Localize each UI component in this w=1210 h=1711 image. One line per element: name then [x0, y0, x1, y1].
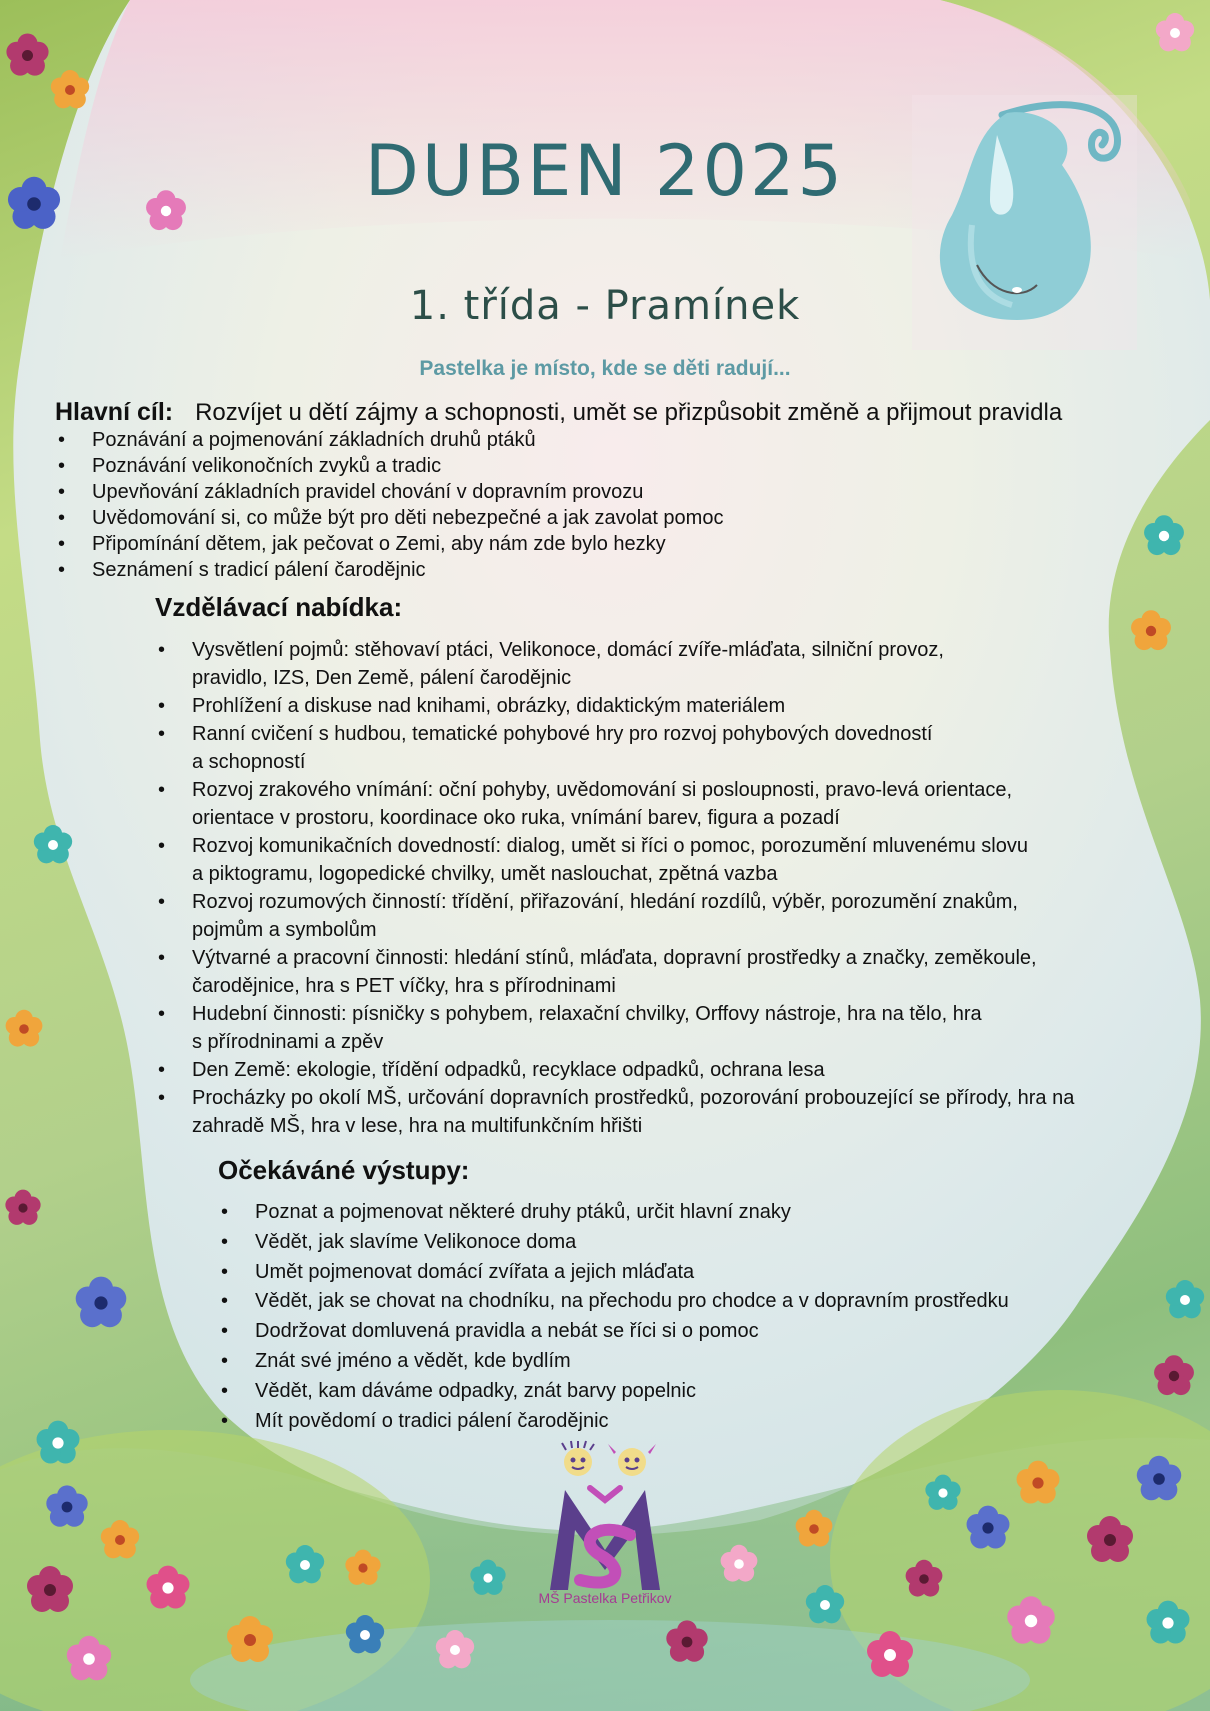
list-item-line: Ranní cvičení s hudbou, tematické pohybové hry pro rozvoj pohybových dovedností: [192, 723, 933, 745]
list-item: [192, 1000, 1182, 1056]
flower-icon: [45, 65, 95, 115]
class-name: 1. třída - Pramínek: [409, 283, 801, 329]
flower-icon: [430, 1625, 480, 1675]
flower-icon: [68, 1270, 134, 1336]
flower-icon: [60, 1630, 118, 1688]
flower-icon: [1010, 1455, 1066, 1511]
list-item: • Mít povědomí o tradici pálení čarodějnic: [255, 1407, 1155, 1437]
flower-icon: [1160, 1275, 1210, 1325]
list-item-line: zahradě MŠ, hra v lese, hra na multifunkčním hřišti: [192, 1115, 643, 1137]
motto: Pastelka je místo, kde se děti radují...: [419, 357, 791, 380]
list-item-line: Rozvoj komunikačních dovedností: dialog, umět si říci o pomoc, porozumění mluvenému slovu: [192, 835, 1028, 857]
flower-icon: [28, 820, 78, 870]
list-item: • Dodržovat domluvená pravidla a nebát se říci si o pomoc: [255, 1317, 1155, 1347]
flower-icon: [30, 1415, 86, 1471]
flower-icon: [1138, 510, 1190, 562]
list-item: [192, 636, 1182, 692]
main-goal-text: Rozvíjet u dětí zájmy a schopnosti, umět se přizpůsobit změně a přijmout pravidla: [195, 399, 1063, 426]
list-item: [192, 832, 1182, 888]
list-item: [192, 720, 1182, 776]
list-item-line: Procházky po okolí MŠ, určování dopravních prostředků, pozorování probouzející se přírody, hra na: [192, 1087, 1075, 1109]
flower-icon: [340, 1545, 386, 1591]
flower-icon: [1130, 1450, 1188, 1508]
list-item: • Vědět, jak se chovat na chodníku, na přechodu pro chodce a v dopravním prostředku: [255, 1287, 1155, 1317]
flower-icon: [140, 1560, 196, 1616]
page-title: DUBEN 2025: [364, 130, 846, 212]
flower-icon: [920, 1470, 966, 1516]
flower-icon: [280, 1540, 330, 1590]
section-heading-education: Vzdělávací nabídka:: [155, 592, 403, 622]
flower-icon: [220, 1610, 280, 1670]
flower-icon: [40, 1480, 94, 1534]
list-item: • Poznávání a pojmenování základních druhů ptáků: [92, 427, 723, 453]
flower-icon: [1080, 1510, 1140, 1570]
list-item: • Poznat a pojmenovat některé druhy ptáků, určit hlavní znaky: [255, 1198, 1155, 1228]
school-name: MŠ Pastelka Petřikov: [538, 1590, 672, 1606]
flower-icon: [715, 1540, 763, 1588]
list-item: • Připomínání dětem, jak pečovat o Zemi, aby nám zde bylo hezky: [92, 531, 723, 557]
list-item: • Upevňování základních pravidel chování v dopravním provozu: [92, 479, 723, 505]
education-list: [192, 636, 1182, 1140]
list-item-line: a piktogramu, logopedické chvilky, umět naslouchat, zpětná vazba: [192, 863, 778, 885]
list-item: [192, 888, 1182, 944]
list-item: [192, 1084, 1182, 1140]
list-item-line: Rozvoj zrakového vnímání: oční pohyby, uvědomování si posloupnosti, pravo-levá orientace,: [192, 779, 1013, 801]
flower-icon: [860, 1625, 920, 1685]
list-item-line: Rozvoj rozumových činností: třídění, přiřazování, hledání rozdílů, výběr, porozumění znakům,: [192, 891, 1018, 913]
list-item: • Uvědomování si, co může být pro děti nebezpečné a jak zavolat pomoc: [92, 505, 723, 531]
outputs-list: [255, 1198, 1155, 1436]
flower-icon: [0, 1185, 46, 1231]
main-goal: [55, 398, 1185, 427]
list-item-line: a schopností: [192, 751, 306, 773]
flower-icon: [960, 1500, 1016, 1556]
main-goal-label: Hlavní cíl:: [55, 398, 174, 426]
list-item: • Poznávání velikonočních zvyků a tradic: [92, 453, 723, 479]
flower-icon: [1148, 1350, 1200, 1402]
flower-icon: [790, 1505, 838, 1553]
list-item-line: Výtvarné a pracovní činnosti: hledání stínů, mláďata, dopravní prostředky a značky, zeměkoule,: [192, 947, 1037, 969]
list-item-line: pojmům a symbolům: [192, 919, 377, 941]
list-item: • Seznámení s tradicí pálení čarodějnic: [92, 557, 723, 583]
list-item-line: Prohlížení a diskuse nad knihami, obrázky, didaktickým materiálem: [192, 695, 786, 717]
list-item: • Vědět, kam dáváme odpadky, znát barvy popelnic: [255, 1377, 1155, 1407]
main-goal-list: [92, 427, 723, 583]
list-item: [192, 944, 1182, 1000]
list-item: • Umět pojmenovat domácí zvířata a jejich mláďata: [255, 1258, 1155, 1288]
flower-icon: [1150, 8, 1200, 58]
list-item-line: Vysvětlení pojmů: stěhovaví ptáci, Velikonoce, domácí zvíře-mláďata, silniční provoz,: [192, 639, 944, 661]
school-logo: [520, 1440, 690, 1610]
list-item-line: Hudební činnosti: písničky s pohybem, relaxační chvilky, Orffovy nástroje, hra na tělo, hra: [192, 1003, 982, 1025]
list-item-line: s přírodninami a zpěv: [192, 1031, 384, 1053]
flower-icon: [660, 1615, 714, 1669]
flower-icon: [95, 1515, 145, 1565]
flower-icon: [340, 1610, 390, 1660]
list-item: [192, 1056, 1182, 1084]
section-heading-outputs: Očekáváné výstupy:: [218, 1155, 470, 1185]
list-item-line: Den Země: ekologie, třídění odpadků, recyklace odpadků, ochrana lesa: [192, 1059, 825, 1081]
list-item-line: čarodějnice, hra s PET víčky, hra s přírodninami: [192, 975, 616, 997]
list-item-line: pravidlo, IZS, Den Země, pálení čarodějnic: [192, 667, 572, 689]
list-item-line: orientace v prostoru, koordinace oko ruka, vnímání barev, figura a pozadí: [192, 807, 840, 829]
list-item: • Vědět, jak slavíme Velikonoce doma: [255, 1228, 1155, 1258]
list-item: • Znát své jméno a vědět, kde bydlím: [255, 1347, 1155, 1377]
list-item: [192, 692, 1182, 720]
list-item: [192, 776, 1182, 832]
flower-icon: [0, 1005, 48, 1053]
